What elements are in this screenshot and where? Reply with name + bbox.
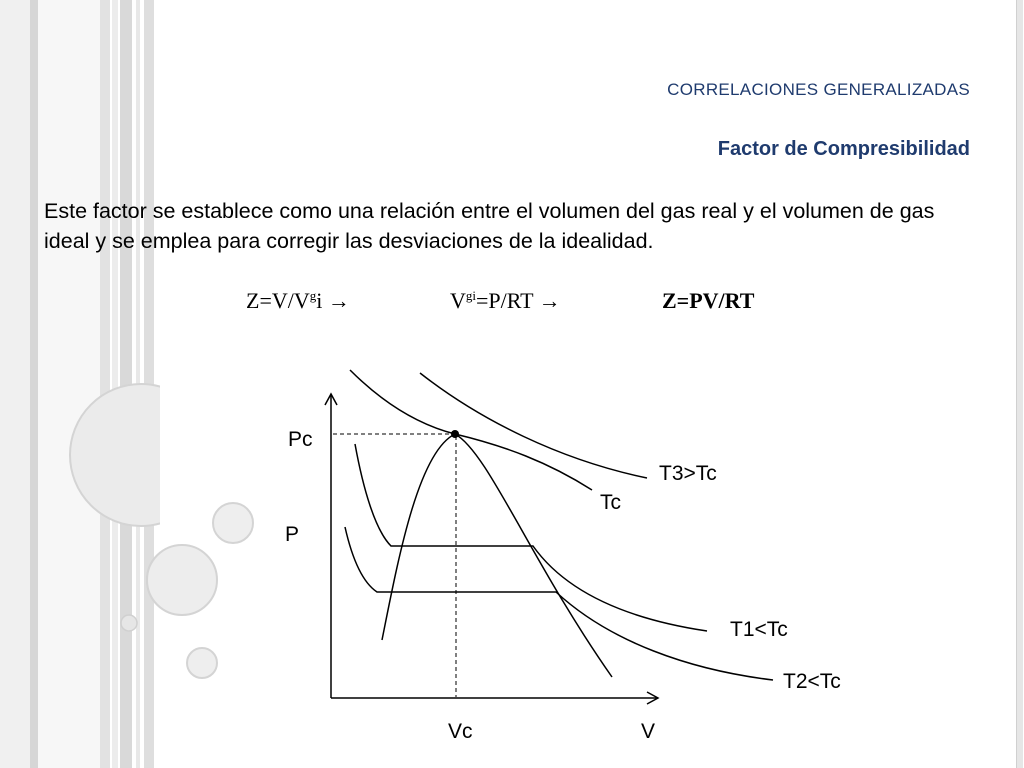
formula-z-base: Z=V/V [246,288,310,313]
label-p: P [285,523,300,546]
label-t1: T1<Tc [730,618,788,641]
isotherm-t1 [355,444,707,631]
formula-z-result: Z=PV/RT [662,288,755,313]
label-vc: Vc [448,720,473,743]
isotherm-t3 [420,373,647,478]
label-v: V [641,720,656,743]
slide-subtitle: Factor de Compresibilidad [717,138,970,160]
label-t3: T3>Tc [659,462,717,485]
formula-v-base: V [450,288,466,313]
formula-z-sup: g [309,288,317,303]
saturation-dome [382,434,612,677]
body-paragraph: Este factor se establece como una relación entre el volumen del gas real y el volumen de gas ideal y se emplea para corregir las desviaciones de la idealidad. [44,199,935,253]
isotherm-tc [350,370,592,490]
formula-v-sup: gi [465,288,477,303]
slide-title: CORRELACIONES GENERALIZADAS [667,80,970,99]
formula-z-tail: i → [316,288,350,313]
formula-v-tail: =P/RT → [476,288,561,313]
isotherm-t2 [345,527,773,680]
label-tc: Tc [600,491,621,514]
label-t2: T2<Tc [783,670,841,693]
label-pc: Pc [288,428,313,451]
